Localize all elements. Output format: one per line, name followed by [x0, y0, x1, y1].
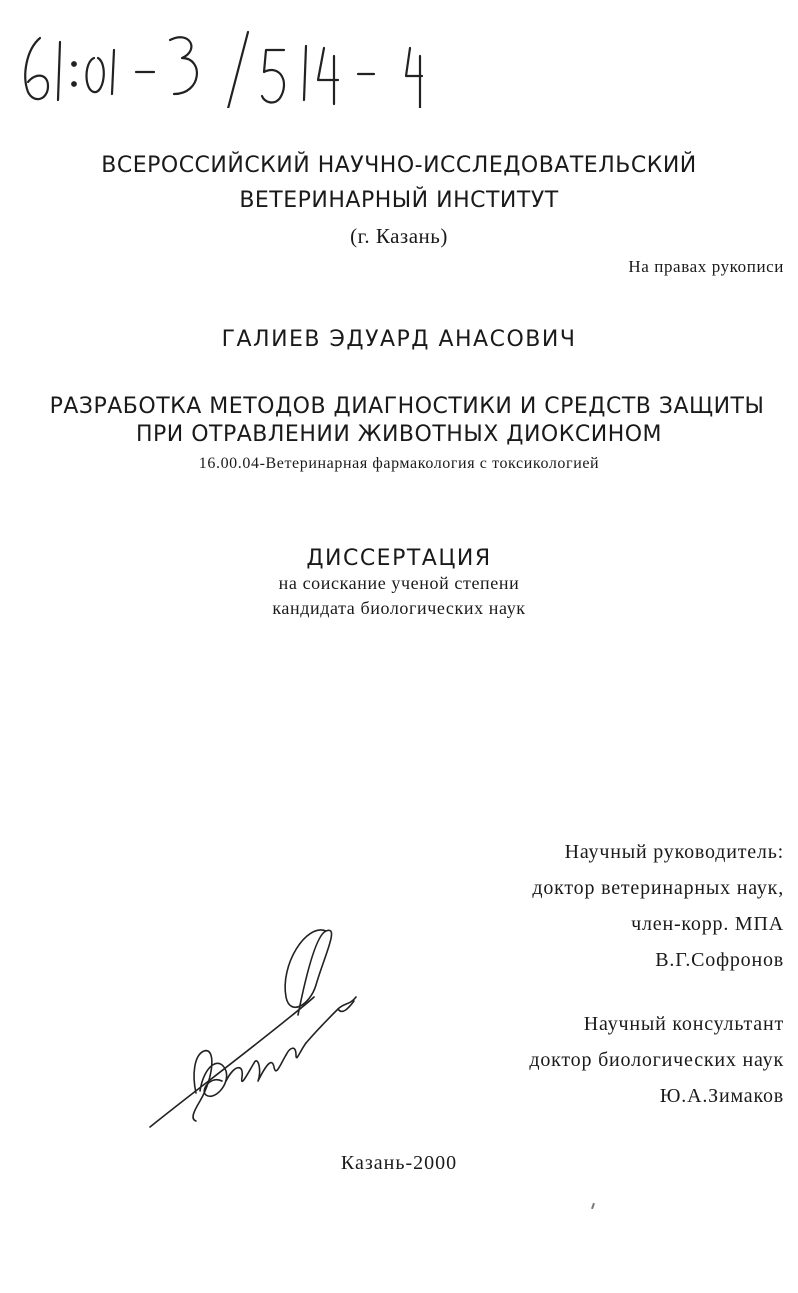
consultant-degree: доктор биологических наук: [529, 1049, 784, 1071]
degree-purpose-line2: кандидата биологических наук: [272, 598, 526, 618]
dissertation-title-line1: РАЗРАБОТКА МЕТОДОВ ДИАГНОСТИКИ И СРЕДСТВ ЗАЩИТЫ: [49, 394, 765, 419]
place-and-year: Казань-2000: [340, 1152, 458, 1174]
consultant-block: [529, 1006, 784, 1114]
institute-name-line1: ВСЕРОССИЙСКИЙ НАУЧНО-ИССЛЕДОВАТЕЛЬСКИЙ: [101, 153, 697, 178]
supervisor-role: Научный руководитель:: [564, 841, 784, 863]
supervisor-block: [532, 834, 784, 978]
document-type: ДИССЕРТАЦИЯ: [306, 546, 492, 571]
manuscript-rights-note: На правах рукописи: [628, 257, 784, 276]
author-name: ГАЛИЕВ ЭДУАРД АНАСОВИЧ: [221, 327, 577, 352]
handwritten-archive-code: [18, 28, 438, 108]
supervisor-degree: доктор ветеринарных наук,: [532, 877, 784, 899]
specialty-code: 16.00.04-Ветеринарная фармакология с токсикологией: [198, 455, 600, 472]
supervisor-name: В.Г.Софронов: [655, 949, 784, 971]
author-signature: [130, 905, 380, 1145]
institute-city: (г. Казань): [350, 224, 448, 248]
dissertation-title-line2: ПРИ ОТРАВЛЕНИИ ЖИВОТНЫХ ДИОКСИНОМ: [135, 422, 663, 447]
scan-speck: [591, 1203, 595, 1209]
degree-purpose-line1: на соискание ученой степени: [278, 573, 520, 593]
consultant-name: Ю.А.Зимаков: [659, 1085, 784, 1107]
institute-name-line2: ВЕТЕРИНАРНЫЙ ИНСТИТУТ: [239, 188, 559, 213]
supervisor-position: член-корр. МПА: [631, 913, 784, 935]
consultant-role: Научный консультант: [583, 1013, 784, 1035]
